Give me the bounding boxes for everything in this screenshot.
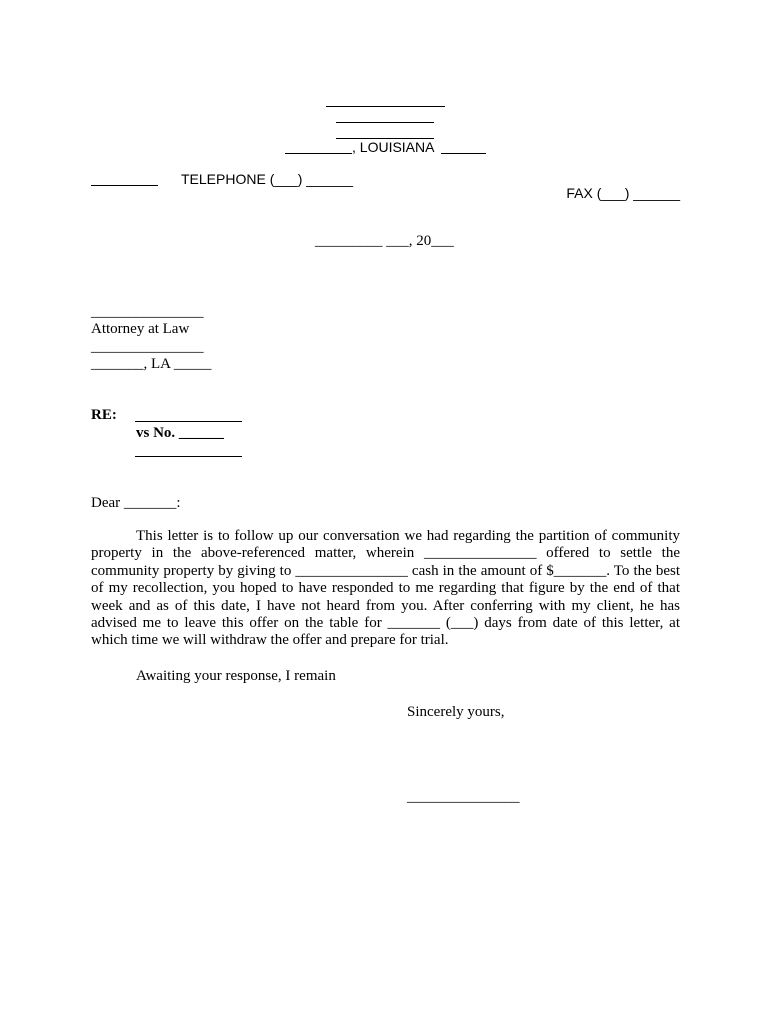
signature-blank: _______________ <box>407 789 520 805</box>
letterhead-left-line <box>91 185 158 186</box>
letterhead-city-state: , LOUISIANA <box>352 139 435 155</box>
date-line: _________ ___, 20___ <box>315 233 454 249</box>
re-party-line <box>135 421 242 422</box>
letterhead-telephone: TELEPHONE (___) ______ <box>181 171 353 187</box>
letterhead-name-line <box>326 106 445 107</box>
letterhead-zip-line <box>441 153 486 154</box>
body-paragraph-2: Awaiting your response, I remain <box>136 668 336 684</box>
recipient-title: Attorney at Law <box>91 321 190 337</box>
re-vs-line: vs No. ______ <box>136 425 224 441</box>
recipient-name-blank: _______________ <box>91 304 204 320</box>
recipient-city-state: _______, LA _____ <box>91 356 212 372</box>
letterhead-city-line <box>285 153 352 154</box>
letterhead-address-line-1 <box>336 122 434 123</box>
letterhead-fax: FAX (___) ______ <box>566 185 680 201</box>
body-paragraph-1: This letter is to follow up our conversation we had regarding the partition of community property in the above-referenced matter, wherein _______________ offered to settle the community property by giving to _______________ cash in the amount of $_______. To the best of my recollection, you hoped to have responded to me regarding that figure by the end of that week and as of this date, I have not heard from you. After conferring with my client, he has advised me to leave this offer on the table for _______ (___) days from date of this letter, at which time we will withdraw the offer and prepare for trial. <box>91 528 680 649</box>
salutation: Dear _______: <box>91 495 181 511</box>
re-party-line-2 <box>135 456 242 457</box>
recipient-address-blank: _______________ <box>91 339 204 355</box>
re-label: RE: <box>91 407 117 423</box>
valediction: Sincerely yours, <box>407 704 505 720</box>
